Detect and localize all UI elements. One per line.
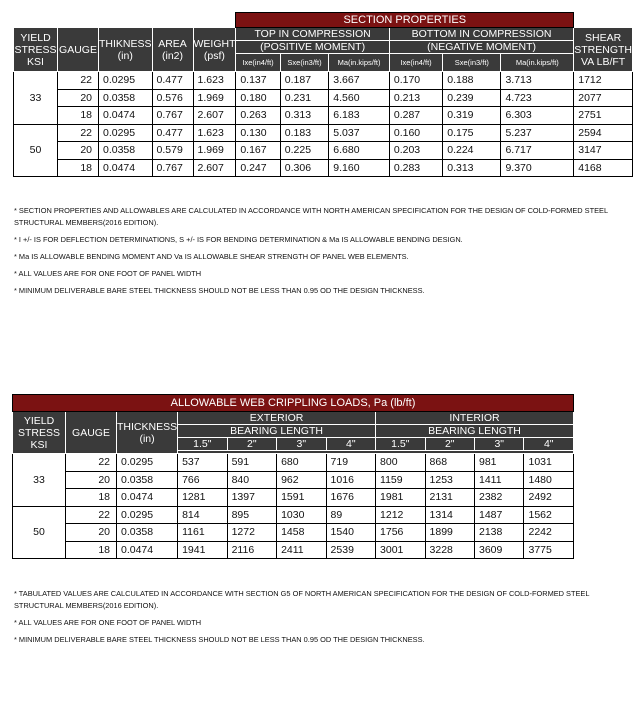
length-header: 1.5" <box>178 438 227 451</box>
web-crippling-notes <box>14 588 614 651</box>
table-cell: 2077 <box>574 89 633 107</box>
table-cell: 1.623 <box>193 72 236 90</box>
bottom-compression-header: BOTTOM IN COMPRESSION <box>389 28 573 41</box>
section-properties-table <box>13 12 633 177</box>
table-cell: 0.313 <box>280 107 328 125</box>
table-cell: 2242 <box>524 524 574 542</box>
table-row <box>14 142 633 160</box>
length-header: 2" <box>227 438 276 451</box>
table-cell: 840 <box>227 471 276 489</box>
table-cell: 0.263 <box>236 107 280 125</box>
table-cell: 1030 <box>277 506 326 524</box>
ma-header: Ma(in.kips/ft) <box>329 54 390 72</box>
note: * MINIMUM DELIVERABLE BARE STEEL THICKNESS SHOULD NOT BE LESS THAN 0.95 OD THE DESIGN THICKNESS. <box>14 635 425 644</box>
table-cell: 0.477 <box>152 124 193 142</box>
table-cell: 2.607 <box>193 107 236 125</box>
table-cell: 3.667 <box>329 72 390 90</box>
sxe-header: Sxe(in3/ft) <box>280 54 328 72</box>
table-cell: 2138 <box>475 524 524 542</box>
table-cell: 868 <box>425 454 474 472</box>
table-cell: 0.313 <box>443 159 501 177</box>
table-cell: 680 <box>277 454 326 472</box>
table-cell: 1899 <box>425 524 474 542</box>
table-cell: 766 <box>178 471 227 489</box>
note: * I +/- IS FOR DEFLECTION DETERMINATIONS, S +/- IS FOR BENDING DETERMINATION & Ma IS ALLOWABLE BENDING DESIGN. <box>14 235 463 244</box>
table-cell: 0.203 <box>389 142 442 160</box>
top-compression-header: TOP IN COMPRESSION <box>236 28 390 41</box>
table-cell: 895 <box>227 506 276 524</box>
table-cell: 1756 <box>376 524 425 542</box>
table-cell: 0.283 <box>389 159 442 177</box>
table-cell: 1272 <box>227 524 276 542</box>
table-cell: 1712 <box>574 72 633 90</box>
yield-stress-header: YIELD STRESS KSI <box>13 412 66 454</box>
table-cell: 1016 <box>326 471 375 489</box>
table-cell: 1981 <box>376 489 425 507</box>
table-cell: 0.0295 <box>99 72 153 90</box>
table-cell: 0.188 <box>443 72 501 90</box>
section-properties-body <box>14 72 633 177</box>
yield-stress-cell: 33 <box>14 72 58 125</box>
note: * SECTION PROPERTIES AND ALLOWABLES ARE CALCULATED IN ACCORDANCE WITH NORTH AMERICAN SPECIFICATION FOR THE DESIGN OF COLD-FORMED STEEL STRUCTURAL MEMBERS(2016 EDITION). <box>14 206 608 227</box>
section-properties-notes <box>14 205 634 302</box>
table-cell: 0.213 <box>389 89 442 107</box>
table-cell: 0.0474 <box>99 107 153 125</box>
table-row <box>14 124 633 142</box>
table-cell: 0.231 <box>280 89 328 107</box>
table-row <box>14 72 633 90</box>
table-cell: 0.167 <box>236 142 280 160</box>
web-crippling-table <box>12 394 574 559</box>
web-crippling-body <box>13 454 574 559</box>
table-cell: 2539 <box>326 541 375 559</box>
table-cell: 2751 <box>574 107 633 125</box>
table-cell: 0.180 <box>236 89 280 107</box>
table-cell: 1253 <box>425 471 474 489</box>
table-cell: 0.247 <box>236 159 280 177</box>
table-row <box>13 489 574 507</box>
interior-header: INTERIOR <box>376 412 574 425</box>
table-cell: 0.306 <box>280 159 328 177</box>
table-cell: 719 <box>326 454 375 472</box>
note: * TABULATED VALUES ARE CALCULATED IN ACCORDANCE WITH SECTION G5 OF NORTH AMERICAN SPECIFICATION FOR THE DESIGN OF COLD-FORMED STEEL STRUCTURAL MEMBERS(2016 EDITION). <box>14 589 590 610</box>
table-cell: 0.0474 <box>117 489 178 507</box>
table-cell: 2.607 <box>193 159 236 177</box>
table-cell: 3.713 <box>501 72 574 90</box>
bearing-length-header: BEARING LENGTH <box>376 425 574 438</box>
table-cell: 1031 <box>524 454 574 472</box>
length-header: 3" <box>277 438 326 451</box>
table-row <box>13 506 574 524</box>
table-cell: 18 <box>58 159 99 177</box>
table-cell: 6.183 <box>329 107 390 125</box>
length-header: 2" <box>425 438 474 451</box>
table-cell: 981 <box>475 454 524 472</box>
table-cell: 814 <box>178 506 227 524</box>
table-cell: 0.224 <box>443 142 501 160</box>
table-cell: 962 <box>277 471 326 489</box>
table-cell: 1480 <box>524 471 574 489</box>
table-cell: 4168 <box>574 159 633 177</box>
table-cell: 1540 <box>326 524 375 542</box>
table-cell: 1314 <box>425 506 474 524</box>
negative-moment-header: (NEGATIVE MOMENT) <box>389 41 573 54</box>
table-cell: 0.0358 <box>117 471 178 489</box>
table-cell: 3147 <box>574 142 633 160</box>
table-cell: 3609 <box>475 541 524 559</box>
ixe-header: Ixe(in4/ft) <box>236 54 280 72</box>
table-cell: 0.0295 <box>117 506 178 524</box>
length-header: 3" <box>475 438 524 451</box>
table-cell: 0.0295 <box>117 454 178 472</box>
table-cell: 22 <box>58 72 99 90</box>
table-cell: 1212 <box>376 506 425 524</box>
length-header: 1.5" <box>376 438 425 451</box>
ma-header: Ma(in.kips/ft) <box>501 54 574 72</box>
table-cell: 2116 <box>227 541 276 559</box>
table-cell: 22 <box>58 124 99 142</box>
table-cell: 20 <box>66 524 117 542</box>
table-cell: 4.560 <box>329 89 390 107</box>
table-cell: 0.0474 <box>99 159 153 177</box>
table-cell: 0.183 <box>280 124 328 142</box>
table-cell: 20 <box>58 142 99 160</box>
shear-header: SHEAR STRENGTH VA LB/FT <box>574 28 633 72</box>
table-cell: 22 <box>66 506 117 524</box>
table-cell: 2492 <box>524 489 574 507</box>
yield-stress-cell: 50 <box>13 506 66 559</box>
table-cell: 591 <box>227 454 276 472</box>
yield-stress-cell: 33 <box>13 454 66 507</box>
table-cell: 0.579 <box>152 142 193 160</box>
ixe-header: Ixe(in4/ft) <box>389 54 442 72</box>
note: * Ma IS ALLOWABLE BENDING MOMENT AND Va IS ALLOWABLE SHEAR STRENGTH OF PANEL WEB ELEMENTS. <box>14 252 409 261</box>
table-cell: 1.623 <box>193 124 236 142</box>
table-cell: 22 <box>66 454 117 472</box>
table-cell: 1281 <box>178 489 227 507</box>
table-cell: 0.287 <box>389 107 442 125</box>
bearing-length-header: BEARING LENGTH <box>178 425 376 438</box>
table-cell: 6.303 <box>501 107 574 125</box>
yield-stress-cell: 50 <box>14 124 58 177</box>
table-cell: 0.160 <box>389 124 442 142</box>
table-cell: 0.0358 <box>99 142 153 160</box>
table-row <box>13 541 574 559</box>
note: * ALL VALUES ARE FOR ONE FOOT OF PANEL WIDTH <box>14 269 202 278</box>
table-cell: 0.576 <box>152 89 193 107</box>
table-cell: 0.137 <box>236 72 280 90</box>
table-cell: 1397 <box>227 489 276 507</box>
table-cell: 0.0474 <box>117 541 178 559</box>
table-cell: 89 <box>326 506 375 524</box>
table-cell: 3001 <box>376 541 425 559</box>
web-crippling-title: ALLOWABLE WEB CRIPPLING LOADS, Pa (lb/ft) <box>13 395 574 412</box>
table-cell: 6.717 <box>501 142 574 160</box>
table-cell: 18 <box>58 107 99 125</box>
table-row <box>14 107 633 125</box>
table-cell: 0.225 <box>280 142 328 160</box>
table-cell: 18 <box>66 541 117 559</box>
table-cell: 0.767 <box>152 159 193 177</box>
table-cell: 9.160 <box>329 159 390 177</box>
table-row <box>14 89 633 107</box>
table-cell: 0.175 <box>443 124 501 142</box>
table-cell: 5.037 <box>329 124 390 142</box>
yield-stress-header: YIELD STRESS KSI <box>14 28 58 72</box>
table-cell: 0.130 <box>236 124 280 142</box>
table-cell: 0.0358 <box>99 89 153 107</box>
table-cell: 20 <box>58 89 99 107</box>
table-cell: 0.0358 <box>117 524 178 542</box>
area-header: AREA (in2) <box>152 28 193 72</box>
table-row <box>14 159 633 177</box>
exterior-header: EXTERIOR <box>178 412 376 425</box>
table-cell: 1161 <box>178 524 227 542</box>
positive-moment-header: (POSITIVE MOMENT) <box>236 41 390 54</box>
table-cell: 1411 <box>475 471 524 489</box>
table-cell: 0.319 <box>443 107 501 125</box>
length-header: 4" <box>326 438 375 451</box>
table-cell: 3775 <box>524 541 574 559</box>
table-cell: 1676 <box>326 489 375 507</box>
section-properties-title: SECTION PROPERTIES <box>236 13 574 28</box>
table-cell: 20 <box>66 471 117 489</box>
table-cell: 3228 <box>425 541 474 559</box>
table-cell: 0.767 <box>152 107 193 125</box>
table-row <box>13 471 574 489</box>
table-row <box>13 524 574 542</box>
table-cell: 2411 <box>277 541 326 559</box>
note: * ALL VALUES ARE FOR ONE FOOT OF PANEL WIDTH <box>14 618 202 627</box>
gauge-header: GAUGE <box>58 28 99 72</box>
table-cell: 4.723 <box>501 89 574 107</box>
table-cell: 1.969 <box>193 142 236 160</box>
table-cell: 0.477 <box>152 72 193 90</box>
gauge-header: GAUGE <box>66 412 117 454</box>
table-cell: 1941 <box>178 541 227 559</box>
weight-header: WEIGHT (psf) <box>193 28 236 72</box>
table-cell: 9.370 <box>501 159 574 177</box>
table-cell: 537 <box>178 454 227 472</box>
table-cell: 1562 <box>524 506 574 524</box>
sxe-header: Sxe(in3/ft) <box>443 54 501 72</box>
table-cell: 1591 <box>277 489 326 507</box>
table-cell: 0.0295 <box>99 124 153 142</box>
note: * MINIMUM DELIVERABLE BARE STEEL THICKNESS SHOULD NOT BE LESS THAN 0.95 OD THE DESIGN THICKNESS. <box>14 286 425 295</box>
table-cell: 2382 <box>475 489 524 507</box>
table-cell: 1458 <box>277 524 326 542</box>
table-cell: 1.969 <box>193 89 236 107</box>
table-cell: 2131 <box>425 489 474 507</box>
table-cell: 1487 <box>475 506 524 524</box>
table-cell: 800 <box>376 454 425 472</box>
table-cell: 0.239 <box>443 89 501 107</box>
thickness-header: THICKNESS (in) <box>117 412 178 454</box>
table-cell: 18 <box>66 489 117 507</box>
table-row <box>13 454 574 472</box>
thickness-header: THIKNESS (in) <box>99 28 153 72</box>
table-cell: 5.237 <box>501 124 574 142</box>
table-cell: 6.680 <box>329 142 390 160</box>
table-cell: 2594 <box>574 124 633 142</box>
length-header: 4" <box>524 438 574 451</box>
table-cell: 1159 <box>376 471 425 489</box>
table-cell: 0.187 <box>280 72 328 90</box>
table-cell: 0.170 <box>389 72 442 90</box>
